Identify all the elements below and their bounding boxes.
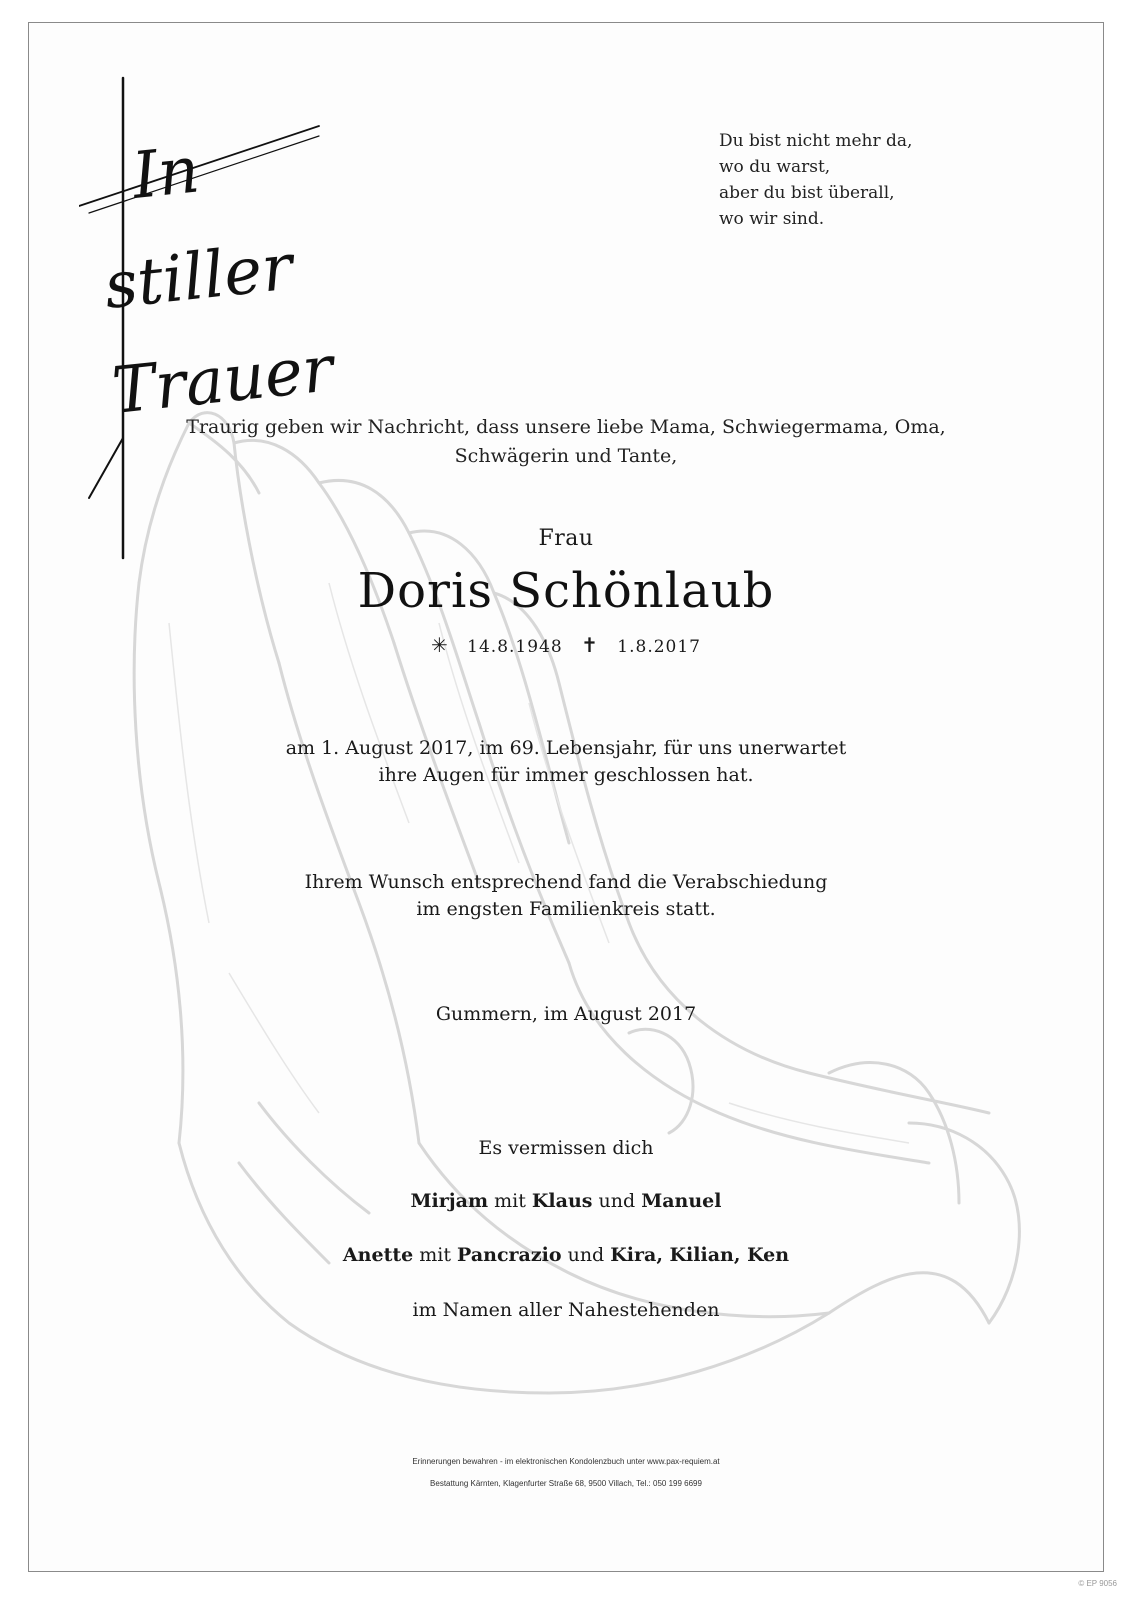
intro-line-2: Schwägerin und Tante, [454, 445, 678, 467]
connector-word: und [598, 1190, 636, 1212]
quote-line: wo wir sind. [719, 209, 825, 229]
quote-line: wo du warst, [719, 157, 831, 177]
birth-star-icon: ✳ [431, 633, 449, 657]
footer-condolence-book: Erinnerungen bewahren - im elektronischen Kondolenzbuch unter www.pax-requiem.at [412, 1457, 720, 1466]
mourners-closing: im Namen aller Nahestehenden [412, 1299, 720, 1321]
death-paragraph [29, 735, 1103, 789]
farewell-paragraph-line-1: Ihrem Wunsch entsprechend fand die Verabschiedung [304, 871, 828, 893]
deceased-name: Doris Schönlaub [357, 563, 775, 619]
quote-line: Du bist nicht mehr da, [719, 131, 913, 151]
footer-funeral-home: Bestattung Kärnten, Klagenfurter Straße 68, 9500 Villach, Tel.: 050 199 6699 [430, 1479, 702, 1488]
obituary-sheet [28, 22, 1104, 1572]
deceased-title: Frau [538, 526, 594, 551]
death-date: 1.8.2017 [617, 637, 701, 657]
place-and-date: Gummern, im August 2017 [435, 1003, 697, 1025]
in-stiller-trauer-logo [79, 48, 379, 578]
logo-word-in: In [128, 133, 203, 214]
memorial-quote [719, 128, 1059, 232]
logo-word-trauer: Trauer [108, 332, 337, 429]
death-paragraph-line-2: ihre Augen für immer geschlossen hat. [378, 764, 754, 786]
mourner-name: Anette [342, 1244, 414, 1266]
connector-word: und [567, 1244, 605, 1266]
mourner-name: Mirjam [410, 1190, 489, 1212]
mourner-name: Manuel [641, 1190, 722, 1212]
mourners-heading: Es vermissen dich [478, 1137, 654, 1159]
farewell-paragraph-line-2: im engsten Familienkreis statt. [416, 898, 716, 920]
mourners-family-2 [29, 1244, 1103, 1266]
death-cross-icon: ✝ [581, 633, 599, 657]
connector-word: mit [494, 1190, 526, 1212]
life-dates [29, 633, 1103, 657]
mourner-name: Kira, Kilian, Ken [610, 1244, 790, 1266]
mourners-family-1 [29, 1190, 1103, 1212]
logo-word-stiller: stiller [100, 230, 297, 324]
connector-word: mit [419, 1244, 451, 1266]
quote-line: aber du bist überall, [719, 183, 895, 203]
intro-line-1: Traurig geben wir Nachricht, dass unsere liebe Mama, Schwiegermama, Oma, [186, 416, 946, 438]
mourner-name: Klaus [531, 1190, 593, 1212]
mourner-name: Pancrazio [457, 1244, 562, 1266]
death-paragraph-line-1: am 1. August 2017, im 69. Lebensjahr, für uns unerwartet [285, 737, 847, 759]
birth-date: 14.8.1948 [467, 637, 563, 657]
announcement-intro [29, 413, 1103, 471]
print-code: © EP 9056 [1078, 1579, 1117, 1588]
farewell-paragraph [29, 869, 1103, 923]
